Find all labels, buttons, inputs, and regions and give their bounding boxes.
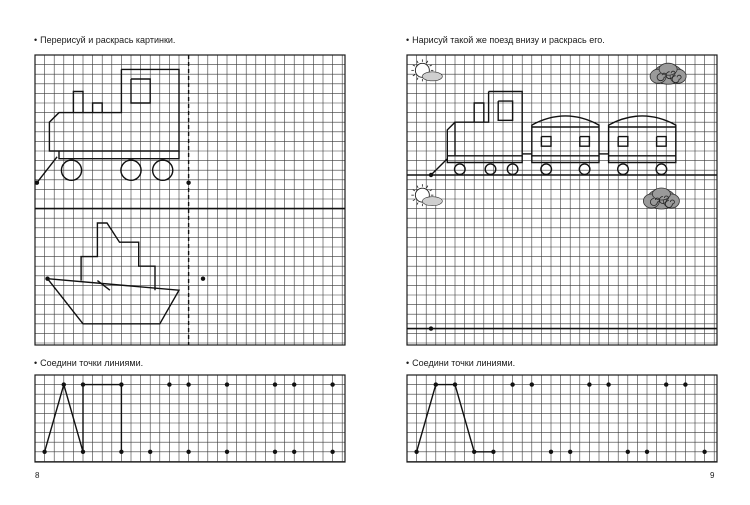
left-task2-instruction [34, 358, 143, 369]
sample-dot [472, 450, 476, 454]
sample-dot [119, 382, 123, 386]
locomotive-coupling [431, 159, 447, 175]
sample-dot [453, 382, 457, 386]
target-dot [273, 382, 277, 386]
reference-dot [186, 181, 190, 185]
grid-lines [407, 375, 717, 462]
wagon-base [532, 156, 599, 163]
right-dots-grid[interactable] [407, 375, 717, 462]
left-task2-text: Соедини точки линиями. [40, 358, 144, 368]
page-number: 9 [710, 471, 715, 480]
sample-dot [81, 382, 85, 386]
sample-dot [81, 450, 85, 454]
right-task1-instruction [406, 35, 605, 46]
sun-icon [411, 184, 442, 206]
train-base [59, 151, 179, 159]
bullet-icon: • [34, 35, 38, 45]
reference-dot [201, 277, 205, 281]
target-dot [225, 382, 229, 386]
right-train-grid[interactable] [407, 55, 717, 345]
cloud-icon [643, 188, 679, 209]
target-dot [645, 450, 649, 454]
right-task2-instruction [406, 358, 515, 369]
sample-dot [62, 382, 66, 386]
target-dot [330, 382, 334, 386]
right-page [375, 0, 750, 505]
start-dot [429, 326, 433, 330]
right-task1-text: Нарисуй такой же поезд внизу и раскрась его. [412, 35, 605, 45]
left-dots-grid[interactable] [35, 375, 345, 462]
target-dot [606, 382, 610, 386]
sample-dot [119, 450, 123, 454]
coupling-dot [35, 181, 39, 185]
train-wheel [656, 164, 667, 175]
train-wheel [579, 164, 590, 175]
target-dot [148, 450, 152, 454]
target-dot [549, 450, 553, 454]
train-wheel [541, 164, 552, 175]
left-task1-text: Перерисуй и раскрась картинки. [40, 35, 176, 45]
target-dot [273, 450, 277, 454]
bullet-icon: • [406, 358, 410, 368]
bullet-icon: • [406, 35, 410, 45]
train-chimney-small [93, 103, 103, 113]
target-dot [568, 450, 572, 454]
train-wheel [485, 164, 496, 175]
locomotive-base [447, 156, 522, 163]
sample-dot [491, 450, 495, 454]
target-dot [510, 382, 514, 386]
sample-dot [434, 382, 438, 386]
train-wheel [455, 164, 466, 175]
train-chimney-tall [73, 92, 83, 113]
page-number: 8 [35, 471, 40, 480]
target-dot [530, 382, 534, 386]
target-dot [292, 450, 296, 454]
left-task1-instruction [34, 35, 175, 46]
target-dot [225, 450, 229, 454]
sample-dot [42, 450, 46, 454]
grid-frame [35, 55, 345, 345]
target-dot [587, 382, 591, 386]
target-dot [683, 382, 687, 386]
wagon-base [609, 156, 676, 163]
right-task2-text: Соедини точки линиями. [412, 358, 516, 368]
target-dot [167, 382, 171, 386]
target-dot [664, 382, 668, 386]
target-dot [330, 450, 334, 454]
sun-icon [411, 59, 442, 81]
target-dot [626, 450, 630, 454]
grid-lines [35, 55, 345, 345]
sample-line [45, 385, 122, 452]
sample-dot [414, 450, 418, 454]
left-copy-grid[interactable] [35, 55, 345, 345]
target-dot [292, 382, 296, 386]
target-dot [702, 450, 706, 454]
cloud-icon [650, 63, 686, 84]
grid-frame [407, 375, 717, 462]
bullet-icon: • [34, 358, 38, 368]
target-dot [186, 382, 190, 386]
locomotive-window [498, 101, 512, 120]
boat-dot [45, 277, 49, 281]
target-dot [186, 450, 190, 454]
train-wheel [618, 164, 629, 175]
